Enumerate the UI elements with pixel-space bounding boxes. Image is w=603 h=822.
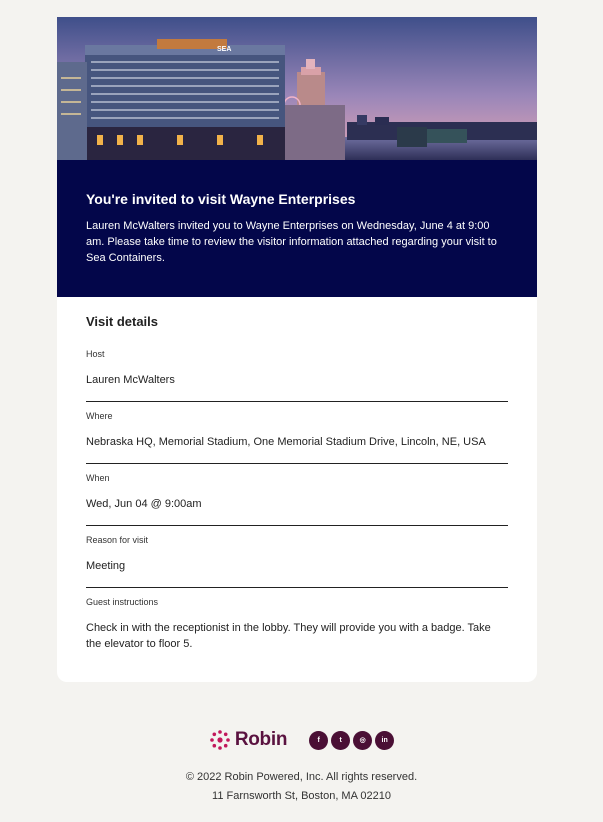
invitation-message: Lauren McWalters invited you to Wayne Enterprises on Wednesday, June 4 at 9:00 am. Please take time to review the visitor information attached regarding your visit to Sea Containers. (86, 220, 497, 264)
invitation-title: You're invited to visit Wayne Enterprises (86, 191, 356, 207)
copyright-text: © 2022 Robin Powered, Inc. All rights reserved. (185, 771, 418, 783)
instagram-icon[interactable]: ◎ (353, 731, 372, 750)
where-field (86, 411, 508, 464)
visit-details-title: Visit details (86, 314, 159, 329)
host-field (86, 349, 508, 402)
invitation-card (57, 17, 537, 682)
field-value: Lauren McWalters (86, 374, 175, 386)
email-footer (0, 727, 603, 803)
field-label: Host (86, 349, 105, 359)
hero-photo (57, 17, 537, 160)
field-label: When (86, 473, 110, 483)
visit-details (57, 297, 537, 682)
field-label: Reason for visit (86, 535, 149, 545)
field-value: Meeting (86, 560, 126, 572)
company-address: 11 Farnsworth St, Boston, MA 02210 (212, 790, 391, 802)
field-value: Wed, Jun 04 @ 9:00am (86, 498, 202, 510)
field-value: Nebraska HQ, Memorial Stadium, One Memorial Stadium Drive, Lincoln, NE, USA (86, 436, 486, 448)
field-value: Check in with the receptionist in the lobby. They will provide you with a badge. Take the elevator to floor 5. (86, 622, 491, 650)
reason-field (86, 535, 508, 588)
invitation-banner (57, 160, 537, 297)
robin-logo-icon (209, 729, 231, 751)
field-label: Where (86, 411, 113, 421)
facebook-icon[interactable]: f (309, 731, 328, 750)
robin-logo-text: Robin (234, 729, 288, 750)
field-label: Guest instructions (86, 597, 159, 607)
hero-sign-text: SEA (217, 46, 232, 53)
linkedin-icon[interactable]: in (375, 731, 394, 750)
when-field (86, 473, 508, 526)
social-links (309, 731, 394, 750)
guest-instructions-field (86, 597, 508, 652)
robin-logo[interactable] (209, 729, 287, 751)
twitter-icon[interactable]: t (331, 731, 350, 750)
